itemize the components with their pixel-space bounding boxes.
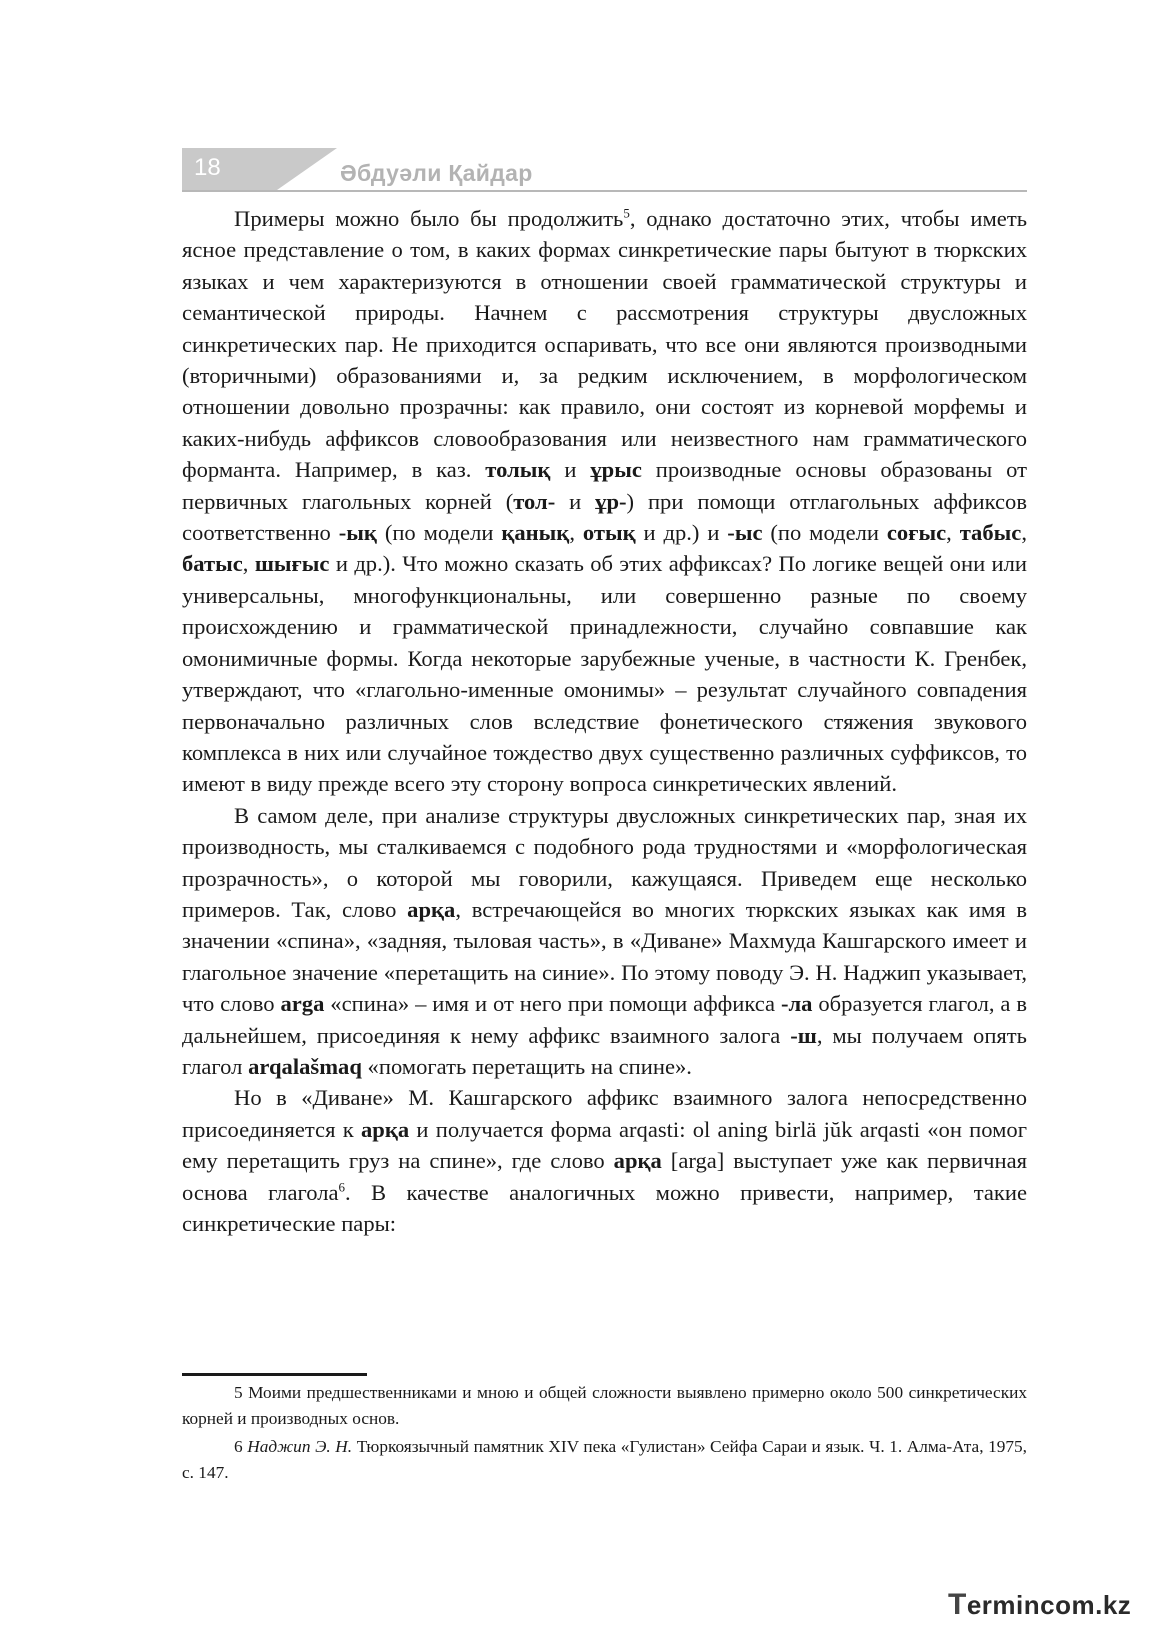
site-watermark-logo [948,1588,1148,1628]
text-run: [arga] выступает уже как первичная основа глагола [182,1148,1027,1205]
footnote [182,1380,1027,1431]
text-run: , [1021,520,1027,546]
header-rule [182,190,1027,192]
text-run: , однако достаточно этих, чтобы иметь ясное представление о том, в каких формах синкретические пары бытуют в тюркских языках и чем характеризуются в отношении своей грамматической структуры и семантической природы. Начнем с рассмотрения структуры двусложных синкретических пар. Не приходится оспаривать, что все они являются производными (вторичными) образованиями и, за редким исключением, в морфологическом отношении довольно прозрачны: как правило, они состоят из корневой морфемы и каких-нибудь аффиксов словообразования или неизвестного нам грамматического форманта. Например, в каз. [182,206,1027,483]
text-run: . В качестве аналогичных можно привести, например, такие синкретические пары: [182,1179,1027,1236]
footnote-ref: 6 [338,1179,345,1195]
text-run: (по модели [376,520,502,546]
text-run: В самом деле, при анализе структуры двусложных синкретических пар, зная их производность, мы сталкиваемся с подобного рода трудностями и «морфологическая прозрачность», о которой мы говорили, кажущаяся. Приведем еще несколько примеров. Так, слово [182,802,1027,922]
bold-term: -ш [790,1022,817,1048]
text-run: и [555,488,596,514]
text-run: ) при помощи отглагольных аффиксов соответственно [182,488,1028,546]
bold-term: батыс [182,551,243,577]
bold-term: -ық [338,520,377,546]
footnote [182,1434,1027,1485]
paragraph [182,1082,1027,1239]
text-run: (по модели [762,520,887,546]
page-tab-wedge [277,148,337,190]
footnote-ref: 5 [623,205,630,221]
page-number: 18 [182,148,277,190]
bold-term: шығыс [254,551,330,577]
bold-term: толық [485,457,551,483]
bold-term: arqalašmaq [248,1053,362,1079]
footnotes [182,1380,1027,1488]
text-run: , мы получаем опять глагол [182,1022,1027,1079]
bold-term: ұрыс [590,457,642,483]
bold-term: арқа [360,1116,410,1142]
bold-term: арқа [407,896,456,922]
text-run: образуется глагол, а в дальнейшем, присоединяя к нему аффикс взаимного залога [182,991,1027,1048]
text-run: , [569,520,583,546]
paragraph [182,800,1027,1083]
italic-author: Наджип Э. Н. [247,1437,353,1456]
bold-term: тол- [513,488,556,514]
bold-term: arga [280,991,325,1017]
text-run: и получается форма arqasti: ol aning birlä jŭk arqasti «он помог ему перетащить груз на спине», где слово [182,1116,1027,1174]
text-run: и др.) и [635,520,728,546]
watermark-text: ermincom.kz [966,1590,1132,1620]
text-run: Примеры можно было бы продолжить [234,206,624,231]
text-run: и др.). Что можно сказать об этих аффиксах? По логике вещей они или универсальны, многофункциональны, или совершенно разные по своему происхождению и грамматической принадлежности, случайно совпавшие как омонимичные формы. Когда некоторые зарубежные ученые, в частности К. Гренбек, утверждают, что «глагольно-именные омонимы» – результат случайного совпадения первоначально различных слов вследствие фонетического стяжения звукового комплекса в них или случайное тождество двух существенно различных суффиксов, то имеют в виду прежде всего эту сторону вопроса синкретических явлений. [182,551,1027,797]
body-text [182,203,1027,1239]
text-run: , встречающейся во многих тюркских языках как имя в значении «спина», «задняя, тыловая часть», в «Диване» Махмуда Кашгарского имеет и глагольное значение «перетащить на синие». По этому поводу Э. Н. Наджип указывает, что слово [182,896,1027,1017]
bold-term: -ыс [727,520,763,546]
bold-term: -ла [780,991,813,1017]
bold-term: табыс [959,520,1022,546]
text-run: , [242,551,255,577]
text-run: 5 Моими предшественниками и мною и общей сложности выявлено примерно около 500 синкретических корней и производных основ. [182,1383,1027,1428]
watermark-t-glyph: T [948,1588,967,1621]
text-run: , [946,520,960,546]
text-run: «помогать перетащить на спине». [361,1053,692,1079]
bold-term: отық [582,520,636,546]
text-run: Но в «Диване» М. Кашгарского аффикс взаимного залога непосредственно присоединяется к [182,1085,1027,1142]
running-head-author: Әбдуәли Қайдар [340,160,533,186]
text-run: и [550,457,591,483]
text-run: «спина» – имя и от него при помощи аффикса [324,991,781,1017]
paragraph [182,203,1027,800]
text-run: производные основы образованы от первичных глагольных корней ( [182,457,1028,514]
bold-term: ұр- [595,488,627,514]
text-run: Тюркоязычный памятник XIV пека «Гулистан» Сейфа Сараи и язык. Ч. 1. Алма-Ата, 1975, с. 147. [182,1437,1027,1482]
text-run: 6 [234,1437,248,1456]
bold-term: арқа [613,1148,662,1174]
running-header [182,148,1027,196]
footnote-separator [182,1373,367,1376]
bold-term: соғыс [886,520,947,546]
bold-term: қанық [501,520,570,546]
